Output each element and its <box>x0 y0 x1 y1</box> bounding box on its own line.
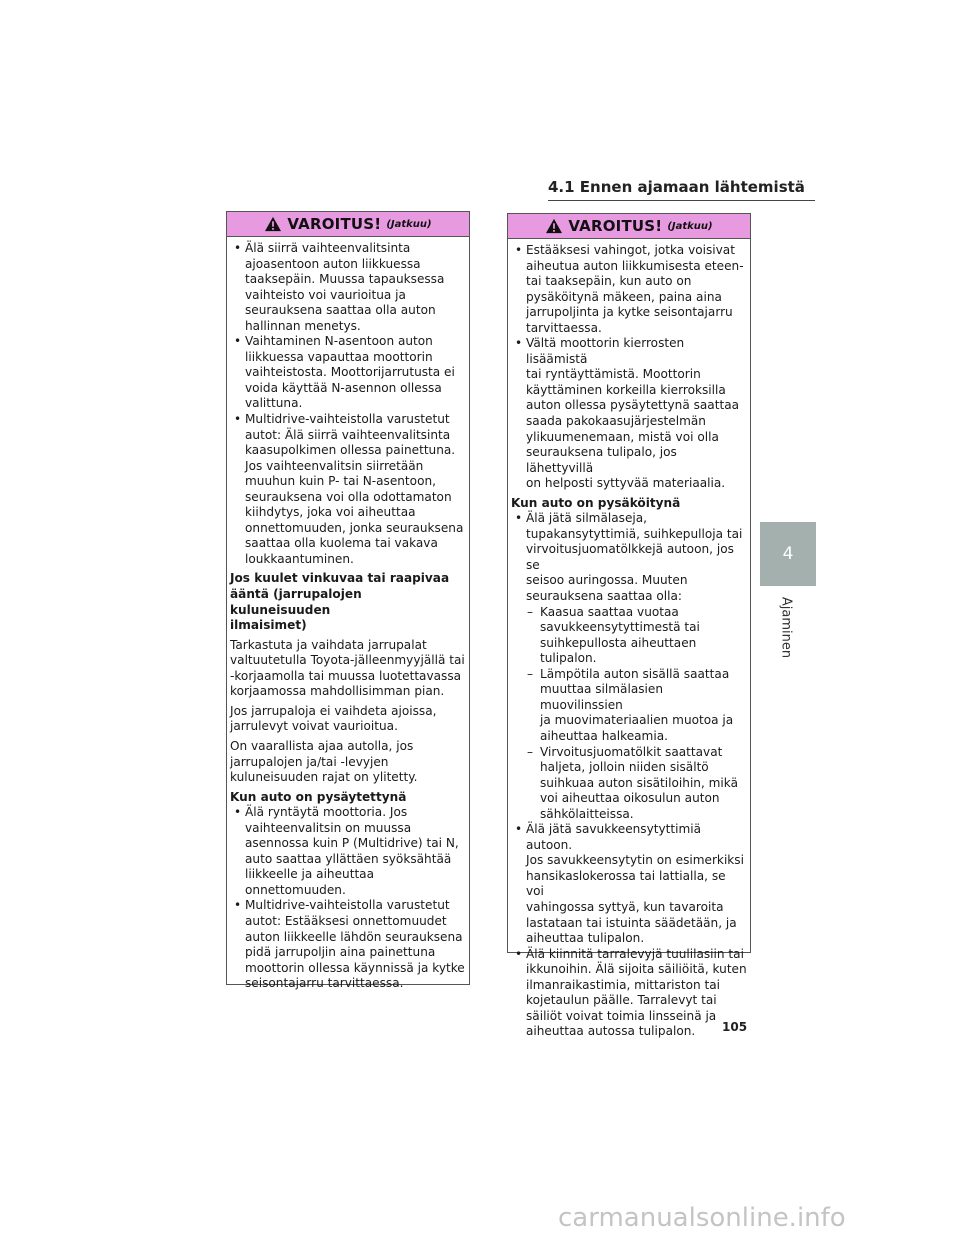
bullet-item: • Älä kiinnitä tarralevyjä tuulilasiin tai ikkunoihin. Älä sijoita säiliöitä, kuten ilmanraikastimia, mittariston tai kojetaulun päälle. Tarralevyt tai säiliöt voivat toimia linsseinä ja aiheuttaa autossa tulipalon. <box>511 947 747 1040</box>
warning-triangle-icon <box>264 216 282 232</box>
paragraph: On vaarallista ajaa autolla, jos jarrupalojen ja/tai -levyjen kuluneisuuden rajat on ylitetty. <box>230 738 418 785</box>
chapter-label: Ajaminen <box>778 596 794 659</box>
warning-title: VAROITUS! <box>568 217 663 235</box>
page-number: 105 <box>722 1020 748 1034</box>
warning-continued: (Jatkuu) <box>667 220 713 232</box>
bullet-item: • Multidrive-vaihteistolla varustetut autot: Estääksesi onnettomuudet auton liikkeelle lähdön seurauksena pidä jarrupoljin aina painettuna moottorin ollessa käynnissä ja kytke seisontajarru tarvittaessa. <box>230 898 466 991</box>
subheading: Kun auto on pysäytettynä <box>230 789 407 804</box>
bullet-item: • Älä siirrä vaihteenvalitsinta ajoasentoon auton liikkuessa taaksepäin. Muussa tapauksessa vaihteisto voi vaurioitua ja seurauksena saattaa olla auton hallinnan menetys. <box>230 241 466 334</box>
dash-item: – Kaasua saattaa vuotaa savukkeensytyttimestä tai suihkepullosta aiheuttaen tulipalon. <box>511 605 747 667</box>
watermark: carmanualsonline.info <box>558 1203 846 1233</box>
bullet-item: • Estääksesi vahingot, jotka voisivat aiheutua auton liikkumisesta eteen- tai taaksepäin, kun auto on pysäköitynä mäkeen, paina aina jarrupoljinta ja kytke seisontajarru tarvittaessa. <box>511 243 747 336</box>
dash-item: – Lämpötila auton sisällä saattaa muuttaa silmälasien muovilinssien ja muovimateriaalien muotoa ja aiheuttaa halkeamia. <box>511 667 747 745</box>
dash-item: – Virvoitusjuomatölkit saattavat haljeta, jolloin niiden sisältö suihkuaa auton sisätiloihin, mikä voi aiheuttaa oikosulun auton sähkölaitteissa. <box>511 745 747 823</box>
chapter-tab <box>760 522 816 586</box>
section-title: 4.1 Ennen ajamaan lähtemistä <box>548 178 805 196</box>
bullet-item: • Vaihtaminen N-asentoon auton liikkuessa vapauttaa moottorin vaihteistosta. Moottorijarrutusta ei voida käyttää N-asennon ollessa valittuna. <box>230 334 466 412</box>
bullet-item: • Vältä moottorin kierrosten lisäämistä tai ryntäyttämistä. Moottorin käyttäminen korkeilla kierroksilla auton ollessa pysäytettynä saattaa saada pakokaasujärjestelmän ylikuumenemaan, mistä voi olla seurauksena tulipalo, jos lähettyvillä on helposti syttyvää materiaalia. <box>511 336 747 491</box>
subheading: Jos kuulet vinkuvaa tai raapivaa ääntä (jarrupalojen kuluneisuuden ilmaisimet) <box>230 571 450 633</box>
subheading: Kun auto on pysäköitynä <box>511 495 681 510</box>
warning-triangle-icon <box>545 218 563 234</box>
section-divider <box>548 200 815 201</box>
paragraph: Tarkastuta ja vaihdata jarrupalat valtuutetulla Toyota-jälleenmyyjällä tai -korjaamolla tai muussa luotettavassa korjaamossa mahdollisimman pian. <box>230 637 465 699</box>
bullet-item: • Älä jätä silmälaseja, tupakansytyttimiä, suihkepulloja tai virvoitusjuomatölkkejä autoon, jos se seisoo auringossa. Muuten seurauksena saattaa olla: <box>511 511 747 604</box>
bullet-item: • Älä ryntäytä moottoria. Jos vaihteenvalitsin on muussa asennossa kuin P (Multidrive) tai N, auto saattaa yllättäen syöksähtää liikkeelle ja aiheuttaa onnettomuuden. <box>230 805 466 898</box>
bullet-item: • Älä jätä savukkeensytyttimiä autoon. Jos savukkeensytytin on esimerkiksi hansikaslokerossa tai lattialla, se voi vahingossa syttyä, kun tavaroita lastataan tai istuinta säädetään, ja aiheuttaa tulipalon. <box>511 822 747 946</box>
paragraph: Jos jarrupaloja ei vaihdeta ajoissa, jarrulevyt voivat vaurioitua. <box>230 703 437 734</box>
warning-header <box>227 212 469 237</box>
chapter-number: 4 <box>782 544 794 564</box>
bullet-item: • Multidrive-vaihteistolla varustetut autot: Älä siirrä vaihteenvalitsinta kaasupolkimen ollessa painettuna. Jos vaihteenvalitsin siirretään muuhun kuin P- tai N-asentoon, seurauksena voi olla odottamaton kiihdytys, joka voi aiheuttaa onnettomuuden, jonka seurauksena saattaa olla kuolema tai vakava loukkaantuminen. <box>230 412 466 567</box>
warning-continued: (Jatkuu) <box>386 218 432 230</box>
warning-header <box>508 214 750 239</box>
warning-title: VAROITUS! <box>287 215 382 233</box>
warning-box-left <box>226 211 470 991</box>
